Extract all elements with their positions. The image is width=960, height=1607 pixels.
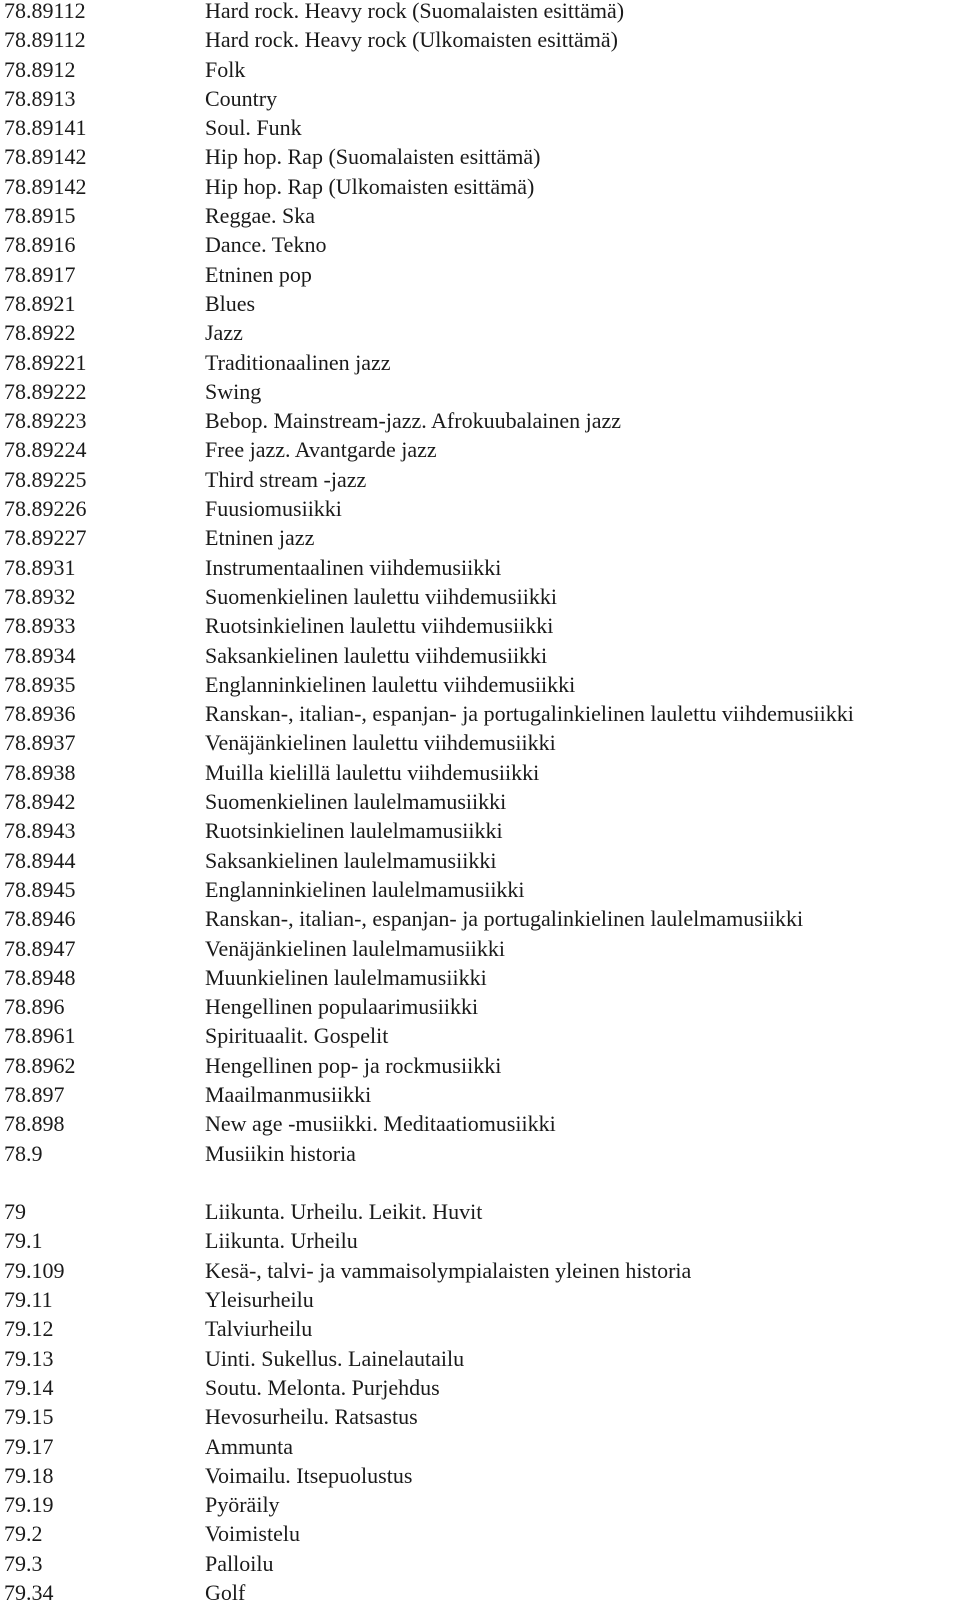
class-label: Suomenkielinen laulelmamusiikki <box>205 789 507 815</box>
class-label: Fuusiomusiikki <box>205 496 342 522</box>
list-item <box>0 846 960 875</box>
list-item <box>0 816 960 845</box>
class-code: 79.12 <box>4 1316 54 1342</box>
class-label: Etninen pop <box>205 261 312 287</box>
class-code: 78.89221 <box>4 349 87 375</box>
list-item <box>0 1402 960 1431</box>
class-label: Yleisurheilu <box>205 1287 314 1313</box>
class-code: 79.13 <box>4 1345 54 1371</box>
list-item <box>0 523 960 552</box>
class-code: 78.89142 <box>4 144 87 170</box>
list-item <box>0 1080 960 1109</box>
class-label: Suomenkielinen laulettu viihdemusiikki <box>205 583 557 609</box>
class-code: 78.9 <box>4 1140 43 1166</box>
class-label: Liikunta. Urheilu <box>205 1228 358 1254</box>
class-label: Englanninkielinen laulettu viihdemusiikki <box>205 671 576 697</box>
class-code: 78.8913 <box>4 85 76 111</box>
list-item <box>0 728 960 757</box>
class-label: Jazz <box>205 320 243 346</box>
class-code: 78.89141 <box>4 115 87 141</box>
list-item <box>0 582 960 611</box>
class-code: 78.89227 <box>4 525 87 551</box>
class-label: Ranskan-, italian-, espanjan- ja portugalinkielinen laulelmamusiikki <box>205 906 804 932</box>
class-label: Dance. Tekno <box>205 232 327 258</box>
list-item <box>0 875 960 904</box>
class-label: Hip hop. Rap (Suomalaisten esittämä) <box>205 144 541 170</box>
list-item <box>0 348 960 377</box>
list-item <box>0 260 960 289</box>
class-code: 78.8922 <box>4 320 76 346</box>
class-label: Swing <box>205 378 262 404</box>
class-label: Saksankielinen laulettu viihdemusiikki <box>205 642 548 668</box>
list-item <box>0 1139 960 1168</box>
class-code: 78.8945 <box>4 876 76 902</box>
list-item <box>0 0 960 25</box>
class-label: New age -musiikki. Meditaatiomusiikki <box>205 1111 556 1137</box>
class-code: 79.109 <box>4 1257 65 1283</box>
class-label: Voimistelu <box>205 1521 300 1547</box>
list-item <box>0 787 960 816</box>
list-item <box>0 230 960 259</box>
class-label: Venäjänkielinen laulettu viihdemusiikki <box>205 730 556 756</box>
class-code: 78.8935 <box>4 671 76 697</box>
class-label: Country <box>205 85 278 111</box>
class-label: Voimailu. Itsepuolustus <box>205 1462 413 1488</box>
class-label: Hevosurheilu. Ratsastus <box>205 1404 418 1430</box>
class-code: 78.8944 <box>4 847 76 873</box>
class-code: 79.1 <box>4 1228 43 1254</box>
class-code: 78.8948 <box>4 964 76 990</box>
list-item <box>0 318 960 347</box>
class-label: Blues <box>205 290 256 316</box>
list-item <box>0 465 960 494</box>
class-label: Hengellinen pop- ja rockmusiikki <box>205 1052 502 1078</box>
class-code: 79.14 <box>4 1374 54 1400</box>
class-code: 78.8933 <box>4 613 76 639</box>
class-label: Golf <box>205 1580 246 1606</box>
list-item <box>0 84 960 113</box>
class-label: Kesä-, talvi- ja vammaisolympialaisten yleinen historia <box>205 1257 692 1283</box>
list-item <box>0 289 960 318</box>
list-item <box>0 113 960 142</box>
class-label: Hengellinen populaarimusiikki <box>205 994 479 1020</box>
class-code: 79.34 <box>4 1580 54 1606</box>
class-code: 79 <box>4 1199 26 1225</box>
class-code: 78.89142 <box>4 173 87 199</box>
class-code: 78.89112 <box>4 0 86 23</box>
class-code: 78.8937 <box>4 730 76 756</box>
list-item <box>0 55 960 84</box>
class-label: Saksankielinen laulelmamusiikki <box>205 847 497 873</box>
class-label: Spirituaalit. Gospelit <box>205 1023 389 1049</box>
class-code: 79.15 <box>4 1404 54 1430</box>
class-code: 78.89223 <box>4 408 87 434</box>
class-code: 78.8962 <box>4 1052 76 1078</box>
class-code: 78.896 <box>4 994 65 1020</box>
class-label: Ammunta <box>205 1433 293 1459</box>
class-label: Soutu. Melonta. Purjehdus <box>205 1374 440 1400</box>
list-item <box>0 1344 960 1373</box>
list-item <box>0 1549 960 1578</box>
class-label: Etninen jazz <box>205 525 315 551</box>
class-code: 78.8931 <box>4 554 76 580</box>
class-label: Soul. Funk <box>205 115 302 141</box>
list-item <box>0 1490 960 1519</box>
class-label: Talviurheilu <box>205 1316 313 1342</box>
list-item <box>0 758 960 787</box>
list-item <box>0 25 960 54</box>
class-code: 79.11 <box>4 1287 53 1313</box>
class-label: Instrumentaalinen viihdemusiikki <box>205 554 502 580</box>
class-label: Free jazz. Avantgarde jazz <box>205 437 437 463</box>
list-item <box>0 142 960 171</box>
list-item <box>0 201 960 230</box>
class-code: 79.3 <box>4 1550 43 1576</box>
list-item <box>0 377 960 406</box>
class-label: Englanninkielinen laulelmamusiikki <box>205 876 525 902</box>
class-code: 79.18 <box>4 1462 54 1488</box>
class-label: Venäjänkielinen laulelmamusiikki <box>205 935 505 961</box>
class-label: Maailmanmusiikki <box>205 1081 372 1107</box>
class-code: 78.8921 <box>4 290 76 316</box>
class-code: 78.89112 <box>4 27 86 53</box>
list-item <box>0 934 960 963</box>
list-item <box>0 1519 960 1548</box>
class-code: 78.8936 <box>4 701 76 727</box>
list-item <box>0 406 960 435</box>
class-code: 78.89224 <box>4 437 87 463</box>
class-code: 78.8915 <box>4 203 76 229</box>
class-label: Uinti. Sukellus. Lainelautailu <box>205 1345 465 1371</box>
class-label: Hip hop. Rap (Ulkomaisten esittämä) <box>205 173 535 199</box>
class-label: Pyöräily <box>205 1492 280 1518</box>
list-item <box>0 1314 960 1343</box>
list-item <box>0 670 960 699</box>
class-code: 79.17 <box>4 1433 54 1459</box>
class-label: Muilla kielillä laulettu viihdemusiikki <box>205 759 540 785</box>
class-code: 78.898 <box>4 1111 65 1137</box>
class-label: Reggae. Ska <box>205 203 315 229</box>
class-code: 78.8942 <box>4 789 76 815</box>
class-code: 78.8912 <box>4 56 76 82</box>
class-label: Hard rock. Heavy rock (Ulkomaisten esittämä) <box>205 27 618 53</box>
class-code: 78.8934 <box>4 642 76 668</box>
list-item <box>0 611 960 640</box>
list-item <box>0 992 960 1021</box>
class-code: 78.89225 <box>4 466 87 492</box>
list-item <box>0 1432 960 1461</box>
class-code: 78.8946 <box>4 906 76 932</box>
class-code: 78.8917 <box>4 261 76 287</box>
class-label: Ranskan-, italian-, espanjan- ja portugalinkielinen laulettu viihdemusiikki <box>205 701 854 727</box>
class-label: Third stream -jazz <box>205 466 367 492</box>
list-item <box>0 1051 960 1080</box>
class-label: Ruotsinkielinen laulelmamusiikki <box>205 818 503 844</box>
class-code: 78.8943 <box>4 818 76 844</box>
class-label: Folk <box>205 56 246 82</box>
class-code: 79.19 <box>4 1492 54 1518</box>
list-item <box>0 553 960 582</box>
class-code: 78.8932 <box>4 583 76 609</box>
list-item <box>0 1461 960 1490</box>
list-item <box>0 1256 960 1285</box>
class-code: 78.8916 <box>4 232 76 258</box>
list-item <box>0 904 960 933</box>
class-code: 78.89222 <box>4 378 87 404</box>
class-label: Liikunta. Urheilu. Leikit. Huvit <box>205 1199 483 1225</box>
class-code: 78.8961 <box>4 1023 76 1049</box>
class-code: 78.8938 <box>4 759 76 785</box>
list-item <box>0 1373 960 1402</box>
section-heading <box>0 1197 960 1226</box>
list-item <box>0 1226 960 1255</box>
class-code: 78.89226 <box>4 496 87 522</box>
list-item <box>0 963 960 992</box>
class-code: 79.2 <box>4 1521 43 1547</box>
class-label: Traditionaalinen jazz <box>205 349 391 375</box>
class-label: Bebop. Mainstream-jazz. Afrokuubalainen jazz <box>205 408 622 434</box>
list-item <box>0 172 960 201</box>
list-item <box>0 1578 960 1607</box>
class-code: 78.8947 <box>4 935 76 961</box>
class-label: Palloilu <box>205 1550 274 1576</box>
class-code: 78.897 <box>4 1081 65 1107</box>
list-item <box>0 1285 960 1314</box>
list-item <box>0 435 960 464</box>
list-item <box>0 494 960 523</box>
list-item <box>0 641 960 670</box>
class-label: Ruotsinkielinen laulettu viihdemusiikki <box>205 613 554 639</box>
class-label: Hard rock. Heavy rock (Suomalaisten esittämä) <box>205 0 625 23</box>
class-label: Musiikin historia <box>205 1140 356 1166</box>
list-item <box>0 1021 960 1050</box>
class-label: Muunkielinen laulelmamusiikki <box>205 964 487 990</box>
list-item <box>0 1109 960 1138</box>
list-item <box>0 699 960 728</box>
